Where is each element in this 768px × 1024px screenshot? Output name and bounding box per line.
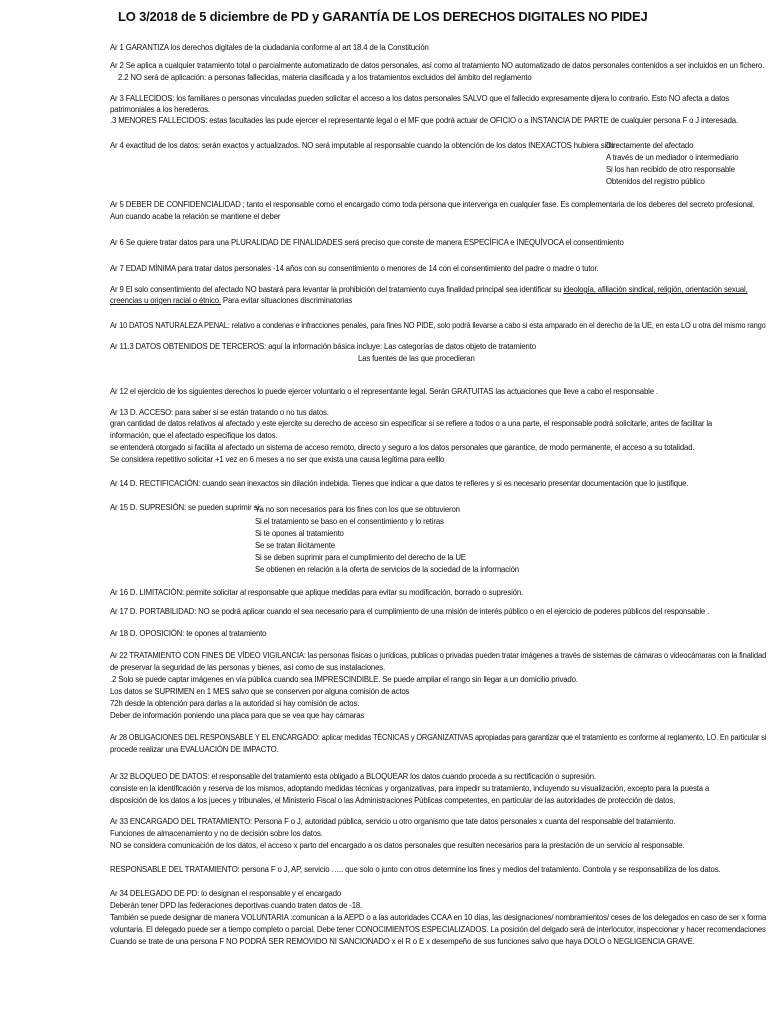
text-line: Ar 10 DATOS NATURALEZA PENAL: relativo a condenas e infracciones penales, para fines NO PIDE, solo podrá llevarse a cabo si esta amparado en el derecho de la UE, en esta LO u otra del mismo rango [110,321,766,330]
text-span: Para evitar situaciones discriminatorias [220,296,353,305]
text-line: Se se tratan ilícitamente [255,541,335,550]
text-line: disposición de los datos a los jueces y tribunales, el Ministerio Fiscal o las Administraciones Públicas competentes, en particular de las autoridades de protección de datos, [110,796,676,805]
text-line: Si el tratamiento se baso en el consentimiento y lo retiras [255,517,444,526]
text-line [110,296,352,306]
text-line: Ar 13 D. ACCESO: para saber si se están tratando o no tus datos. [110,408,329,417]
text-line: Ar 15 D. SUPRESIÓN: se pueden suprimir si: [110,503,261,512]
text-line: NO se considera comunicación de los datos, el acceso x parto del encargado a os datos personales que resulten necesarios para la prestación de un servicio al responsable. [110,841,685,850]
text-line: También se puede designar de manera VOLUNTARIA :comunican a la AEPD o a las autoridades CCAA en 10 días, las designaciones/ nombramientos/ ceses de los delegados en caso de ser x forma [110,913,767,922]
text-line: Ar 1 GARANTIZA los derechos digitales de la ciudadanía conforme al art 18.4 de la Constitución [110,43,429,52]
text-line: Aun cuando acabe la relación se mantiene el deber [110,212,281,221]
text-line: Ar 16 D. LIMITACIÓN: permite solicitar al responsable que aplique medidas para evitar su modificación, borrado o supresión. [110,588,524,597]
text-line: 72h desde la obtención para darlas a la autoridad si hay comisión de actos. [110,699,360,708]
text-line: Funciones de almacenamiento y no de decisión sobre los datos. [110,829,323,838]
text-line: 2.2 NO será de aplicación: a personas fallecidas, materia clasificada y a los tratamientos excluidos del ámbito del reglamento [118,73,532,82]
text-span: Ar 9 El solo consentimiento del afectado NO bastará para levantar la prohibición del tratamiento cuya finalidad principal sea identificar su [110,285,564,294]
text-line: se entenderá otorgado si facilita al afectado un sistema de acceso remoto, directo y seguro a los datos personales que garantice, de modo permanente, el acceso a su totalidad. [110,443,695,452]
text-line: Ar 32 BLOQUEO DE DATOS: el responsable del tratamiento esta obligado a BLOQUEAR los datos cuando proceda a su rectificación o supresión. [110,772,596,781]
text-line: RESPONSABLE DEL TRATAMIENTO: persona F o J, AP, servicio ….. que solo o junto con otros determine los fines y medios del tratamiento. Controla y se responsabiliza de los datos. [110,865,721,874]
text-line: Ar 22 TRATAMIENTO CON FINES DE VÍDEO VIGILANCIA: las personas físicas o jurídicas, publicas o privadas pueden tratar imágenes a través de sistemas de cámaras o videocámaras con la finalidad [110,651,767,660]
text-line: Las fuentes de las que procedieran [358,354,475,363]
text-line: A través de un mediador o intermediario [606,153,739,162]
text-line: Ar 6 Se quiere tratar datos para una PLURALIDAD DE FINALIDADES será preciso que conste de manera ESPECÍFICA e INEQUÍVOCA el consentimiento [110,238,624,247]
text-line: Los datos se SUPRIMEN en 1 MES salvo que se conserven por alguna comisión de actos [110,687,410,696]
text-line: voluntaria. El delegado puede ser a tiempo completo o parcial. Debe tener CONOCIMIENTOS ESPECIALIZADOS. La posición del delgado será de interlocutor, inspeccionar y hacer recomendaciones [110,925,766,934]
text-line [110,285,748,295]
text-line: patrimoniales a los herederos. [110,105,210,114]
text-line: Ar 3 FALLECIDOS: los familiares o personas vinculadas pueden solicitar el acceso a los datos personales SALVO que el fallecido expresamente dijera lo contrario. Esto NO afecta a datos [110,94,730,103]
text-line: Si los han recibido de otro responsable [606,165,735,174]
text-line: Ar 4 exactitud de los datos: serán exactos y actualizados. NO será imputable al responsable cuando la obtención de los datos INEXACTOS hubiera sido : [110,141,619,150]
text-line: Ar 28 OBLIGACIONES DEL RESPONSABLE Y EL ENCARGADO: aplicar medidas TÉCNICAS y ORGANIZATIVAS apropiadas para garantizar que el tratamiento es conforme al reglamento, LO. En particular si [110,733,767,742]
text-line: Se obtienen en relación a la oferta de servicios de la sociedad de la información [255,565,519,574]
text-line: Ar 5 DEBER DE CONFIDENCIALIDAD ; tanto el responsable como el encargado como toda persona que intervenga en cualquier fase. Es complementaria de los deberes del secreto profesional. [110,200,755,209]
text-line: Ya no son necesarios para los fines con los que se obtuvieron [255,505,460,514]
text-line: .3 MENORES FALLECIDOS: estas facultades las pude ejercer el representante legal o el MF que podrá actuar de OFICIO o a INSTANCIA DE PARTE de cualquier persona F o J interesada. [110,116,738,125]
text-line: Se considera repetitivo solicitar +1 vez en 6 meses a no ser que exista una causa legítima para eelllo [110,455,445,464]
text-line: Ar 12 el ejercicio de los siguientes derechos lo puede ejercer voluntario o el representante legal. Serán GRATUITAS las actuaciones que lleve a cabo el responsable . [110,387,658,396]
text-line: procede realizar una EVALUACIÓN DE IMPACTO. [110,745,279,754]
text-line: Deberán tener DPD las federaciones deportivas cuando traten datos de -18. [110,901,363,910]
text-line: Ar 14 D. RECTIFICACIÓN: cuando sean inexactos sin dilación indebida. Tienes que indicar a que datos te refieres y si es necesario presentar documentación que lo justifique. [110,479,689,488]
text-line: Ar 17 D. PORTABILIDAD: NO se podrá aplicar cuando el sea necesario para el cumplimiento de una misión de interés público o en el ejercicio de poderes públicos del responsable . [110,607,710,616]
text-line: Directamente del afectado [606,141,694,150]
text-line: consiste en la identificación y reserva de los mismos, adoptando medidas técnicas y organizativas, para impedir su tratamiento, incluyendo su visualización, excepto para la puesta a [110,784,710,793]
text-line: Obtenidos del registro público [606,177,705,186]
underlined-text: ideología, afiliación sindical, religión, orientación sexual, [563,285,748,294]
underlined-text: creencias u origen racial o étnico. [110,296,221,305]
text-line: Ar 11.3 DATOS OBTENIDOS DE TERCEROS: aquí la información básica incluye: Las categorías de datos objeto de tratamiento [110,342,536,351]
text-line: Si se deben suprimir para el cumplimiento del derecho de la UE [255,553,466,562]
text-line: .2 Solo se puede captar imágenes en vía pública cuando sea IMPRESCINDIBLE. Se puede ampliar el rango sin llegar a un domicilio privado. [110,675,578,684]
text-line: Cuando se trate de una persona F NO PODRÁ SER REMOVIDO NI SANCIONADO x el R o E x desempeño de sus funciones salvo que haya DOLO o NEGLIGENCIA GRAVE. [110,937,695,946]
text-line: Ar 18 D. OPOSICIÓN: te opones al tratamiento [110,629,267,638]
text-line: Si te opones al tratamiento [255,529,344,538]
text-line: información, que el afectado especifique los datos. [110,431,278,440]
text-line: de preservar la seguridad de las personas y bienes, así como de sus instalaciones. [110,663,386,672]
text-line: Ar 34 DELEGADO DE PD: lo designan el responsable y el encargado [110,889,342,898]
text-line: Ar 7 EDAD MÍNIMA para tratar datos personales -14 años con su consentimiento o menores de 14 con el consentimiento del padre o madre o tutor. [110,264,599,273]
text-line: Deber de información poniendo una placa para que se vea que hay cámaras [110,711,365,720]
text-line: Ar 2 Se aplica a cualquier tratamiento total o parcialmente automatizado de datos personales, así como al tratamiento NO automatizado de datos personales contenidos a ser incluidos en un fichero. [110,61,765,70]
text-line: gran cantidad de datos relativos al afectado y este ejercite su derecho de acceso sin especificar si se refiere a todos o a una parte, el responsable podrá solicitarle, antes de facilitar la [110,419,713,428]
text-line: Ar 33 ENCARGADO DEL TRATAMIENTO: Persona F o J, autoridad pública, servicio u otro organismo que tate datos personales x cuanta del responsable del tratamiento. [110,817,676,826]
document-title: LO 3/2018 de 5 diciembre de PD y GARANTÍA DE LOS DERECHOS DIGITALES NO PIDEJ [118,9,648,24]
